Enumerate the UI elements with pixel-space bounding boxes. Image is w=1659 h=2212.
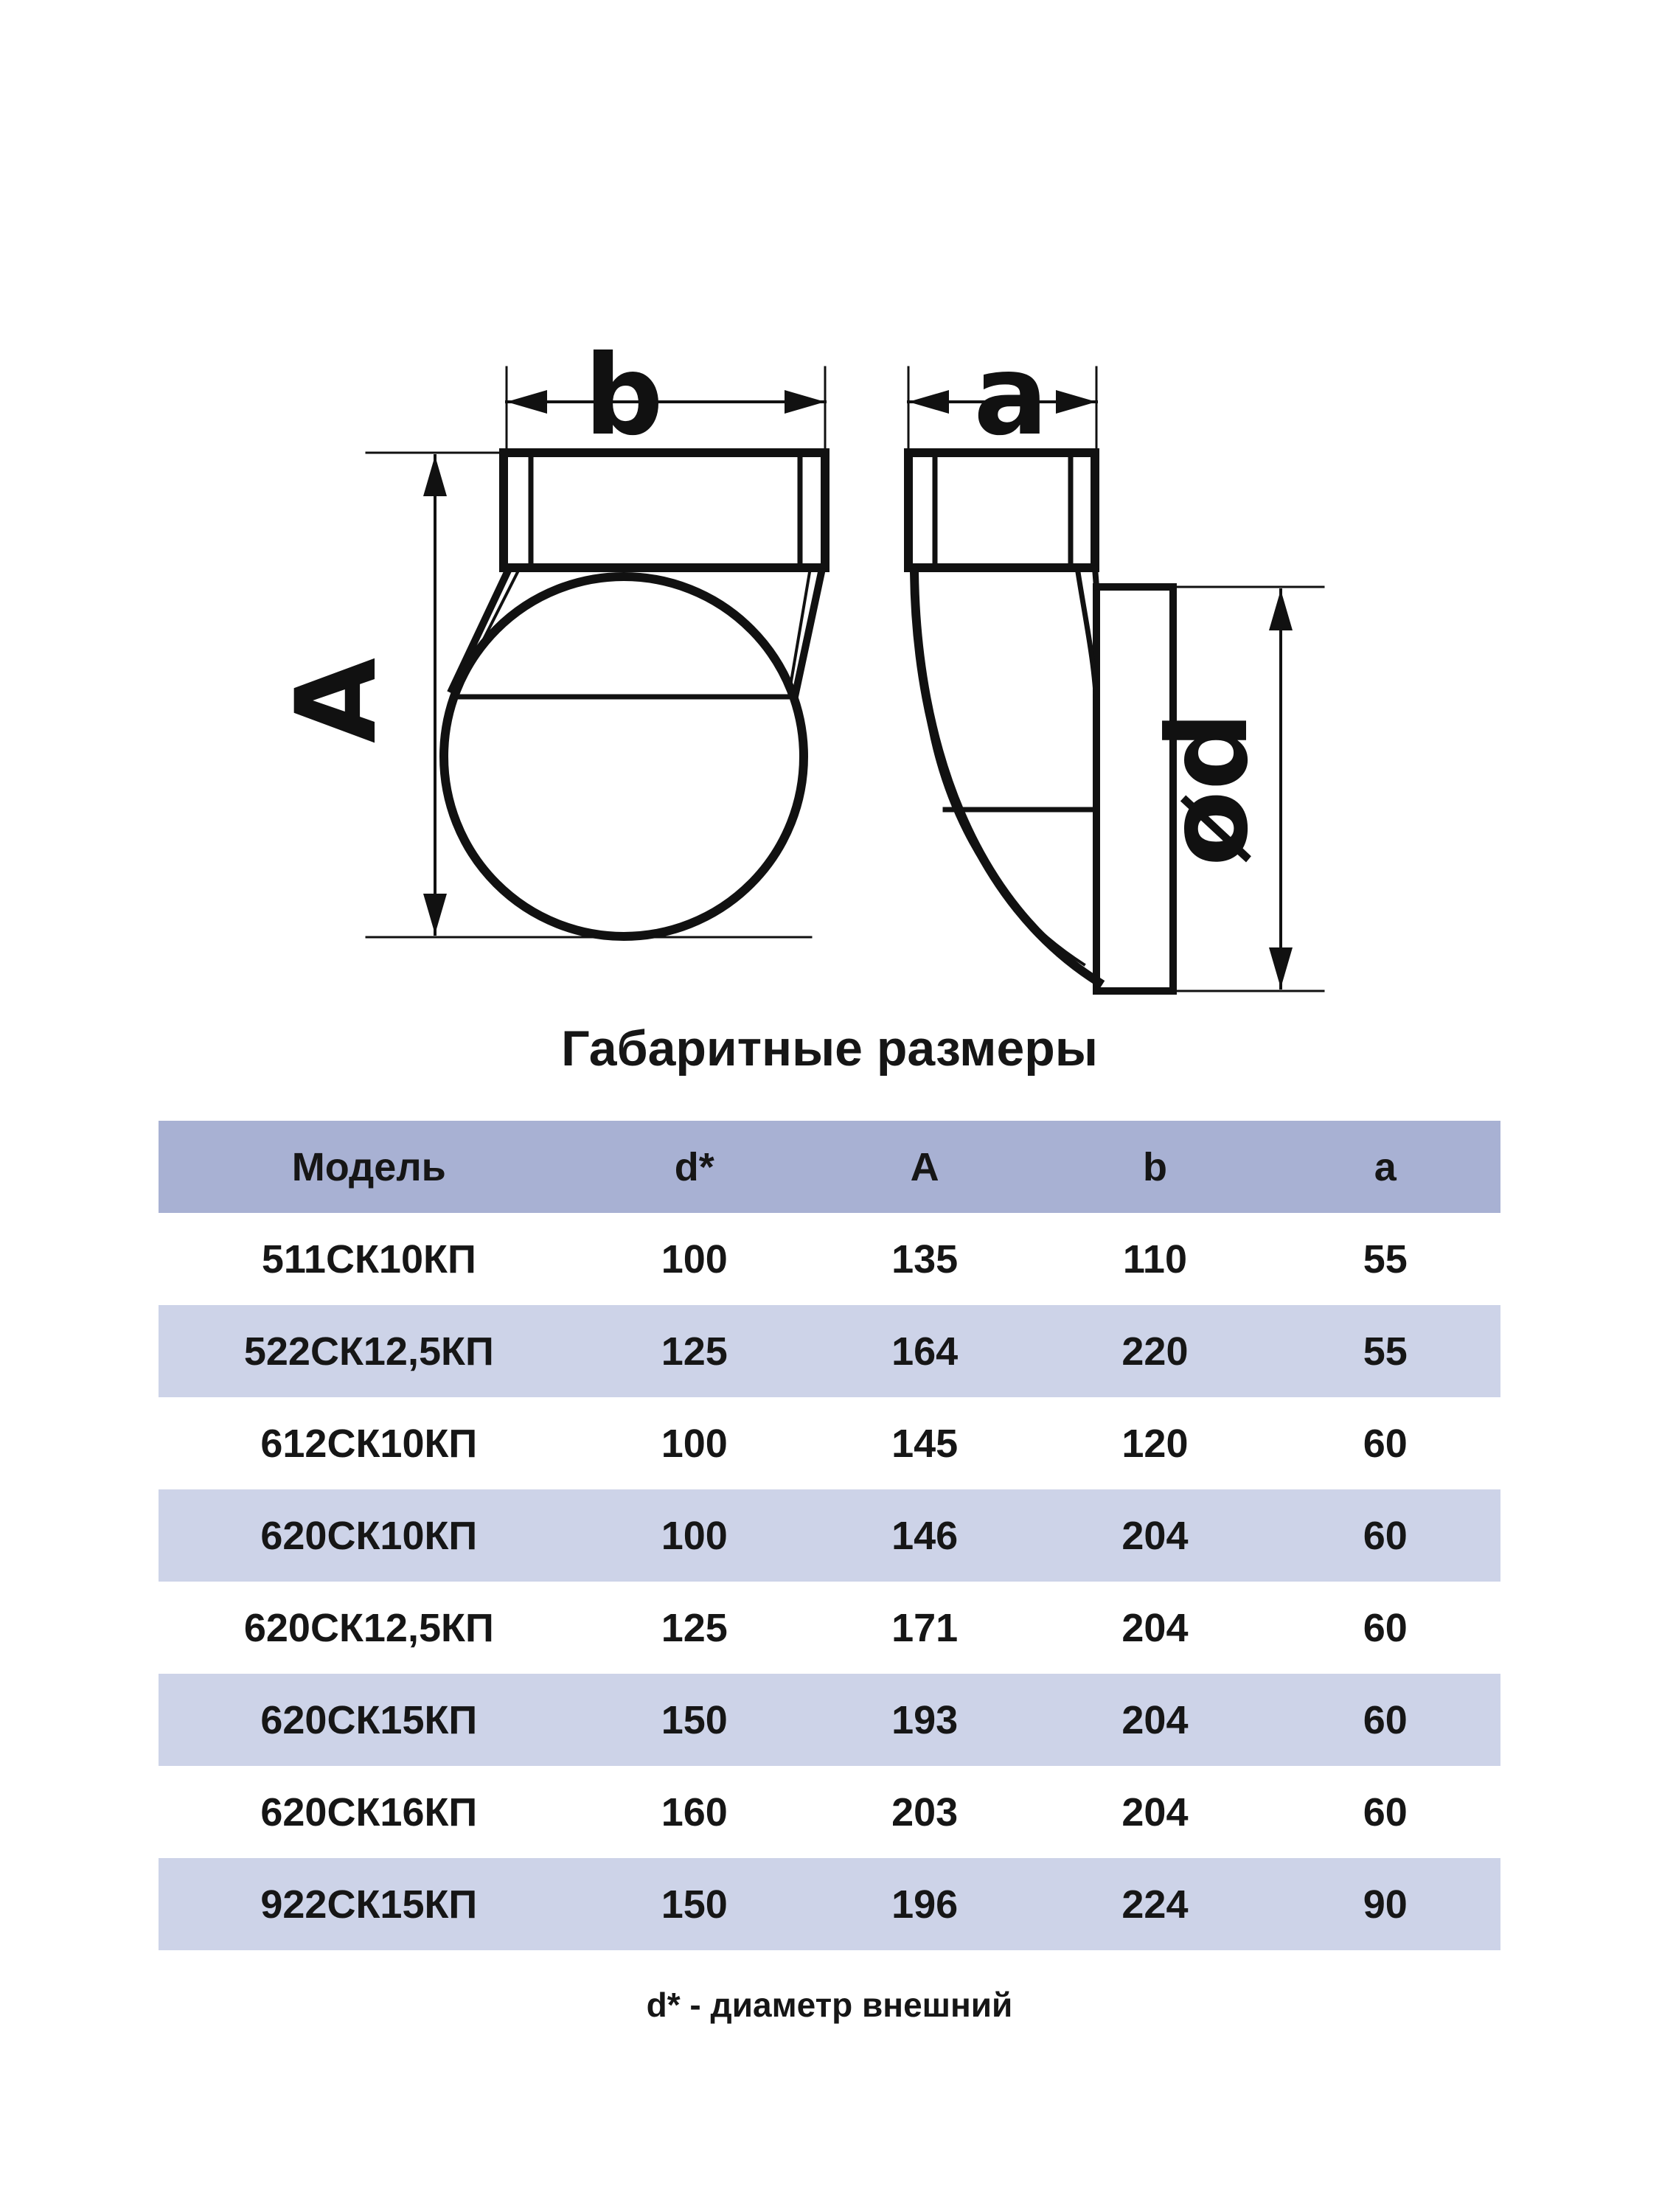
cell-model: 511СК10КП [261,1237,476,1281]
cell-model: 620СК15КП [260,1697,478,1742]
cell-a: 60 [1363,1513,1408,1558]
cell-a: 55 [1363,1237,1408,1281]
cell-d: 100 [661,1513,728,1558]
column-header-b: b [1142,1144,1167,1189]
cell-A: 135 [891,1237,959,1281]
cell-b: 120 [1121,1421,1189,1466]
cell-A: 146 [891,1513,959,1558]
dimension-b [507,367,825,450]
cell-A: 164 [891,1329,959,1374]
front-view [444,453,825,936]
cell-d: 125 [661,1329,728,1374]
cell-b: 204 [1121,1790,1189,1834]
cell-b: 204 [1121,1605,1189,1650]
cell-model: 612СК10КП [260,1421,478,1466]
cell-a: 60 [1363,1605,1408,1650]
page-title: Габаритные размеры [561,1020,1098,1077]
cell-d: 125 [661,1605,728,1650]
table-row [159,1305,1500,1397]
cell-model: 522СК12,5КП [243,1329,494,1374]
dimension-a-label: a [973,332,1048,460]
cell-d: 150 [661,1697,728,1742]
cell-A: 171 [891,1605,959,1650]
table-row [159,1766,1500,1858]
column-header-d: d* [674,1144,714,1189]
table-row [159,1213,1500,1305]
table-row [159,1397,1500,1489]
cell-b: 220 [1121,1329,1189,1374]
cell-A: 193 [891,1697,959,1742]
dimension-b-extension-lines [507,367,825,450]
cell-a: 90 [1363,1882,1408,1927]
side-view [908,453,1173,991]
column-header-a: a [1374,1144,1397,1189]
cell-model: 620СК16КП [260,1790,478,1834]
table-row [159,1582,1500,1674]
table-row [159,1489,1500,1582]
cell-b: 224 [1121,1882,1189,1927]
side-flange-to-socket-step [1095,568,1096,587]
cell-A: 145 [891,1421,959,1466]
cell-b: 110 [1122,1237,1187,1281]
cell-d: 100 [661,1421,728,1466]
diameter-footnote: d* - диаметр внешний [646,1986,1013,2024]
cell-a: 60 [1363,1790,1408,1834]
cell-A: 196 [891,1882,959,1927]
cell-a: 60 [1363,1697,1408,1742]
cell-d: 150 [661,1882,728,1927]
dimensions-table [159,1121,1500,1950]
table-row [159,1674,1500,1766]
cell-d: 160 [661,1790,728,1834]
cell-model: 922СК15КП [260,1882,478,1927]
front-flange-outline [504,453,825,568]
cell-b: 204 [1121,1697,1189,1742]
cell-model: 620СК10КП [260,1513,478,1558]
dimension-b-label: b [584,332,664,460]
table-row [159,1858,1500,1950]
column-header-A: A [910,1144,939,1189]
dimension-A-label: A [273,657,401,744]
duct-elbow-technical-drawing [0,0,1659,1032]
front-round-outlet [444,577,804,936]
cell-A: 203 [891,1790,959,1834]
column-header-model: Модель [291,1144,446,1189]
dimension-diameter-label: ød [1144,711,1273,867]
cell-a: 55 [1363,1329,1408,1374]
table-header-row [159,1121,1500,1213]
cell-model: 620СК12,5КП [243,1605,494,1650]
cell-d: 100 [661,1237,728,1281]
cell-b: 204 [1121,1513,1189,1558]
cell-a: 60 [1363,1421,1408,1466]
